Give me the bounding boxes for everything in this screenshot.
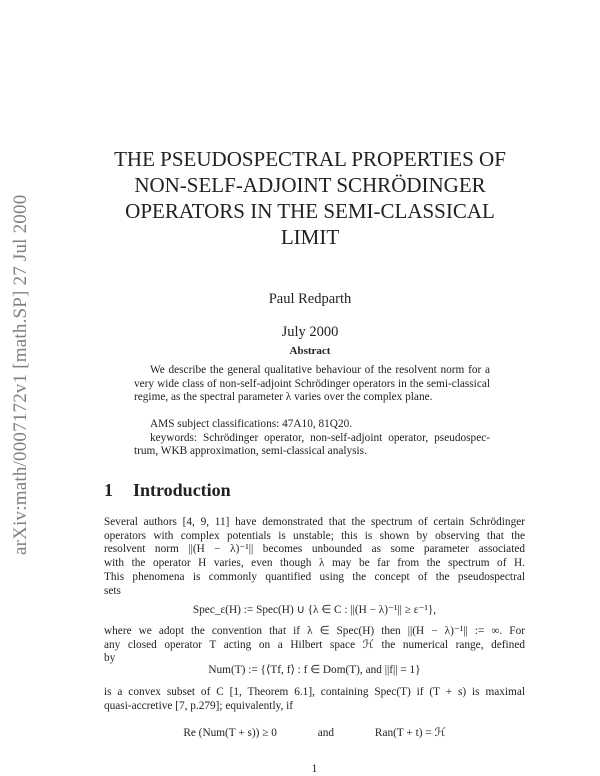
equation-numerical-range: Num(T) := {⟨Tf, f⟩ : f ∈ Dom(T), and ||f|| = 1} [208, 664, 421, 676]
text-line: sets [104, 584, 121, 597]
text-line: where we adopt the convention that if λ ∈ Spec(H) then ||(H − λ)⁻¹|| := ∞. For [104, 625, 525, 637]
equation-accretive [104, 726, 525, 739]
abstract-heading: Abstract [289, 345, 331, 357]
page-number: 1 [311, 763, 318, 775]
section-title: Introduction [133, 480, 231, 500]
text-line: is a convex subset of C [1, Theorem 6.1], containing Spec(T) if (T + s) is maximal [104, 686, 525, 698]
text-line: We describe the general qualitative behaviour of the resolvent norm for a [150, 364, 490, 376]
section-number: 1 [104, 480, 113, 500]
text-line: any closed operator T acting on a Hilbert space ℋ the numerical range, defined [104, 638, 525, 651]
keywords-block [134, 418, 490, 459]
title-line: NON-SELF-ADJOINT SCHRÖDINGER [134, 173, 486, 197]
text-line: regime, as the spectral parameter λ varies over the complex plane. [134, 391, 433, 404]
date: July 2000 [281, 324, 339, 340]
paragraph [104, 625, 525, 666]
text-line: This phenomena is commonly quantified using the concept of the pseudospectral [104, 570, 525, 583]
eq-and: and [317, 727, 335, 739]
paragraph [104, 516, 525, 598]
title-line: THE PSEUDOSPECTRAL PROPERTIES OF [114, 147, 506, 171]
eq-left: Re (Num(T + s)) ≥ 0 [183, 727, 277, 739]
author: Paul Redparth [268, 291, 352, 307]
text-line: resolvent norm ||(H − λ)⁻¹|| becomes unbounded as some parameter associated [104, 543, 525, 556]
eq-right: Ran(T + t) = ℋ [374, 727, 446, 739]
text-line: operators with complex potentials is unstable; this is shown by observing that the [104, 529, 525, 542]
text-line: quasi-accretive [7, p.279]; equivalently, if [104, 699, 294, 712]
equation-pseudospectrum: Spec_ε(H) := Spec(H) ∪ {λ ∈ C : ||(H − λ)⁻¹|| ≥ ε⁻¹}, [192, 604, 437, 616]
abstract-body [134, 364, 490, 405]
text-line: with the operator H varies, even though λ may be far from the spectrum of H. [104, 557, 525, 570]
section-heading [104, 480, 231, 501]
title-line: OPERATORS IN THE SEMI-CLASSICAL [125, 199, 495, 223]
text-line: keywords: Schrödinger operator, non-self-adjoint operator, pseudospec- [150, 431, 490, 444]
paragraph [104, 686, 525, 713]
text-line: very wide class of non-self-adjoint Schrödinger operators in the semi-classical [134, 377, 490, 390]
title-line: LIMIT [280, 225, 340, 249]
paper-title [60, 146, 560, 250]
text-line: trum, WKB approximation, semi-classical analysis. [134, 445, 367, 458]
ams-classifications: AMS subject classifications: 47A10, 81Q20. [150, 418, 353, 430]
text-line: by [104, 652, 116, 665]
text-line: Several authors [4, 9, 11] have demonstrated that the spectrum of certain Schrödinger [104, 516, 525, 528]
arxiv-stamp: arXiv:math/0007172v1 [math.SP] 27 Jul 2000 [10, 194, 31, 555]
